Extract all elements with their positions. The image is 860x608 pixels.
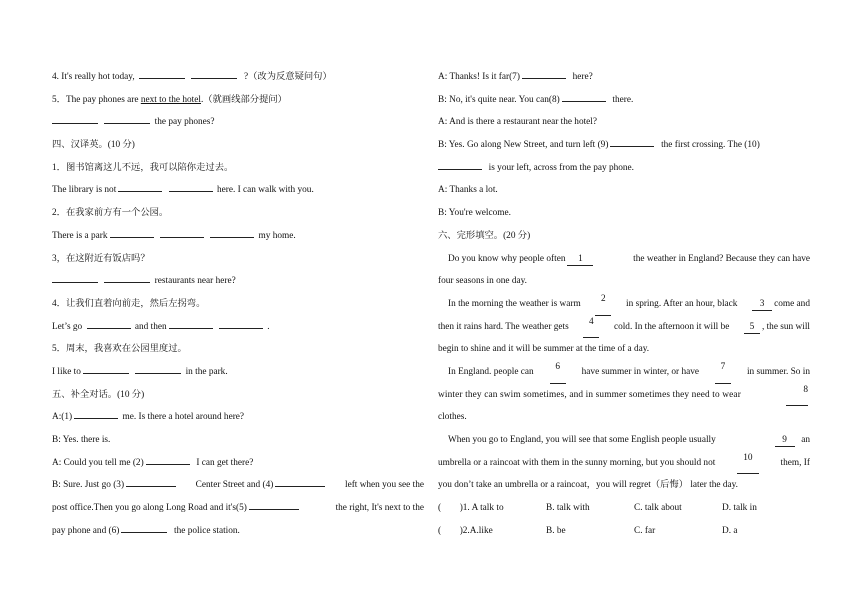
answer-blank[interactable]: [610, 137, 654, 147]
answer-blank[interactable]: [562, 92, 606, 102]
answer-blank[interactable]: [121, 523, 167, 533]
translation-3-chinese: 3，在这附近有饭店吗？: [52, 253, 150, 264]
passage-line-9: When you go to England, you will see that some English people usually 9 an: [448, 435, 810, 445]
answer-blank[interactable]: [104, 114, 150, 124]
passage-line-7: winter they can swim sometimes, and in summer sometimes they need to wear 8: [438, 384, 810, 407]
passage-line-8: clothes.: [438, 412, 467, 423]
section-6-heading: 六、完形填空。(20 分): [438, 230, 531, 241]
answer-blank[interactable]: [135, 364, 181, 374]
choice-1-b[interactable]: B. talk with: [546, 503, 590, 514]
dialogue-line-6: pay phone and (6) the police station.: [52, 520, 424, 543]
answer-blank[interactable]: [74, 409, 118, 419]
translation-3: restaurants near here?: [52, 270, 424, 293]
translation-2-chinese: 2．在我家前方有一个公园。: [52, 208, 169, 219]
dialogue-line-11: is your left, across from the pay phone.: [438, 157, 810, 180]
answer-blank[interactable]: [522, 69, 566, 79]
translation-1-chinese: 1．图书馆离这儿不远，我可以陪你走过去。: [52, 162, 234, 173]
passage-line-11: you don’t take an umbrella or a raincoat，you will regret（后悔） later the day.: [438, 480, 738, 491]
answer-blank[interactable]: [87, 319, 131, 329]
answer-blank[interactable]: [275, 477, 325, 487]
translation-1: The library is not here. I can walk with you.: [52, 179, 424, 202]
cloze-blank-10[interactable]: 10: [737, 452, 759, 475]
answer-blank[interactable]: [146, 455, 190, 465]
section-4-heading: 四、汉译英。(10 分): [52, 140, 135, 151]
choice-row-2: [438, 520, 810, 543]
cloze-blank-6[interactable]: 6: [550, 361, 566, 384]
dialogue-line-13: B: You're welcome.: [438, 208, 511, 219]
passage-line-2: four seasons in one day.: [438, 276, 527, 287]
answer-blank[interactable]: [126, 477, 176, 487]
dialogue-line-5: post office.Then you go along Long Road and it's(5) the right, It's next to the: [52, 497, 424, 520]
translation-5-chinese: 5．周末，我喜欢在公园里度过。: [52, 344, 187, 355]
passage-line-3: In the morning the weather is warm 2 in spring. After an hour, black 3 come and: [438, 293, 810, 316]
answer-blank[interactable]: [160, 228, 204, 238]
answer-blank[interactable]: [110, 228, 154, 238]
dialogue-line-3: A: Could you tell me (2) I can get there?: [52, 452, 424, 475]
dialogue-line-1: A:(1) me. Is there a hotel around here?: [52, 406, 424, 429]
choice-2-c[interactable]: C. far: [634, 525, 656, 536]
choice-1-a[interactable]: ( )1. A talk to: [438, 503, 504, 514]
cloze-blank-2[interactable]: 2: [595, 293, 611, 316]
translation-5: I like to in the park.: [52, 361, 424, 384]
choice-row-1: [438, 497, 810, 520]
cloze-blank-7[interactable]: 7: [715, 361, 731, 384]
passage-line-6: In England. people can 6 have summer in winter, or have 7 in summer. So in: [438, 361, 810, 384]
dialogue-line-9: A: And is there a restaurant near the hotel?: [438, 117, 598, 128]
dialogue-line-8: B: No, it's quite near. You can(8) there.: [438, 89, 810, 112]
left-column: [52, 66, 424, 542]
answer-blank[interactable]: [438, 160, 482, 170]
underlined-phrase: next to the hotel: [140, 94, 201, 105]
answer-blank[interactable]: [249, 500, 299, 510]
cloze-blank-8[interactable]: 8: [786, 384, 808, 407]
question-5-answer: the pay phones?: [52, 111, 424, 134]
choice-2-d[interactable]: D. a: [722, 525, 738, 536]
cloze-blank-9[interactable]: 9: [775, 434, 795, 447]
right-column: [438, 66, 810, 542]
section-5-heading: 五、补全对话。(10 分): [52, 389, 145, 400]
passage-line-10: umbrella or a raincoat with them in the sunny morning, but you should not 10 them, If: [438, 452, 810, 475]
answer-blank[interactable]: [191, 69, 237, 79]
choice-1-c[interactable]: C. talk about: [634, 503, 682, 514]
answer-blank[interactable]: [219, 319, 263, 329]
translation-4-chinese: 4．让我们直着向前走，然后左拐弯。: [52, 298, 206, 309]
cloze-blank-5[interactable]: 5: [744, 321, 760, 334]
choice-2-a[interactable]: ( )2.A.like: [438, 525, 493, 536]
answer-blank[interactable]: [169, 182, 213, 192]
dialogue-line-4: B: Sure. Just go (3) Center Street and (4) left when you see the: [52, 474, 424, 497]
choice-2-b[interactable]: B. be: [546, 525, 566, 536]
answer-blank[interactable]: [210, 228, 254, 238]
answer-blank[interactable]: [169, 319, 213, 329]
translation-2: There is a park my home.: [52, 225, 424, 248]
answer-blank[interactable]: [83, 364, 129, 374]
dialogue-line-12: A: Thanks a lot.: [438, 185, 498, 196]
cloze-blank-1[interactable]: 1: [567, 253, 593, 266]
question-4: 4. It's really hot today, ?（改为反意疑问句）: [52, 66, 424, 89]
choice-1-d[interactable]: D. talk in: [722, 503, 757, 514]
passage-line-4: then it rains hard. The weather gets 4 cold. In the afternoon it will be 5 , the sun will: [438, 316, 810, 339]
question-5: 5．The pay phones are next to the hotel.（就画线部分提问）: [52, 94, 287, 105]
dialogue-line-10: B: Yes. Go along New Street, and turn left (9) the first crossing. The (10): [438, 134, 810, 157]
answer-blank[interactable]: [139, 69, 185, 79]
answer-blank[interactable]: [52, 114, 98, 124]
answer-blank[interactable]: [118, 182, 162, 192]
passage-line-5: begin to shine and it will be summer at the time of a day.: [438, 344, 650, 355]
dialogue-line-2: B: Yes. there is.: [52, 435, 111, 445]
cloze-blank-3[interactable]: 3: [752, 298, 772, 311]
passage-line-1: Do you know why people often 1 the weather in England? Because they can have: [448, 253, 810, 264]
dialogue-line-7: A: Thanks! Is it far(7) here?: [438, 66, 810, 89]
cloze-blank-4[interactable]: 4: [583, 316, 599, 339]
translation-4: Let’s go and then .: [52, 316, 424, 339]
answer-blank[interactable]: [52, 273, 98, 283]
answer-blank[interactable]: [104, 273, 150, 283]
